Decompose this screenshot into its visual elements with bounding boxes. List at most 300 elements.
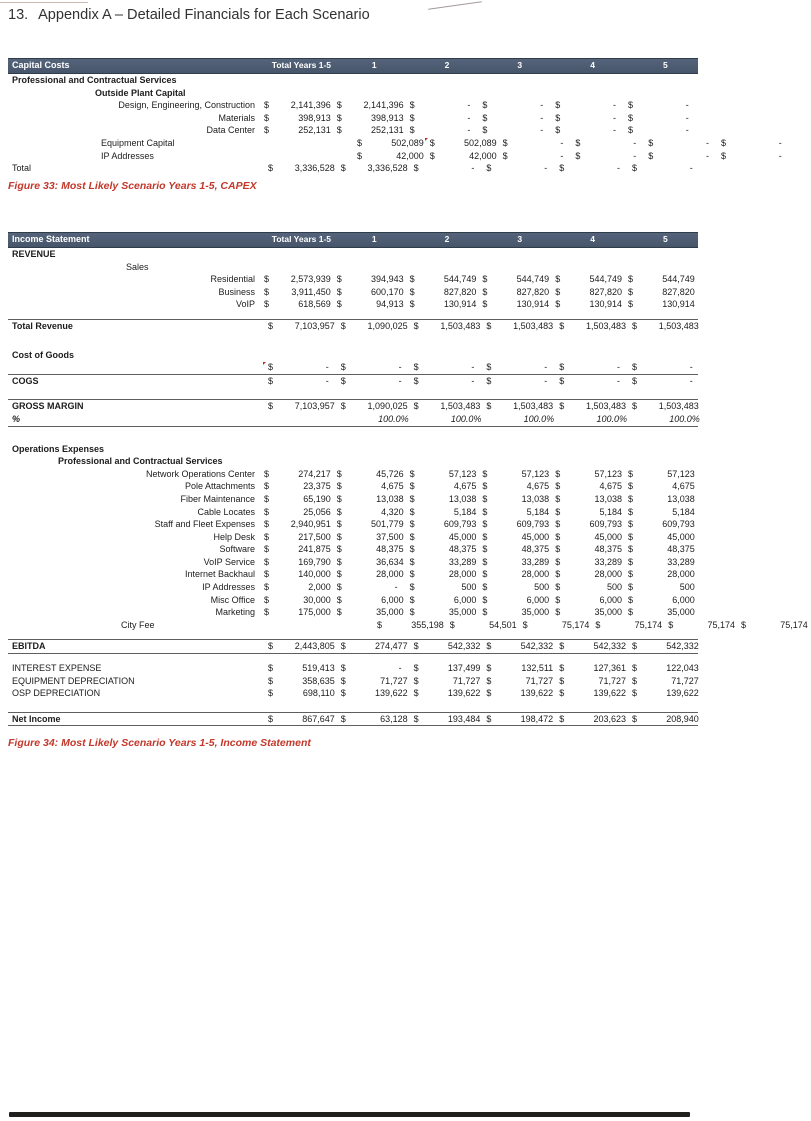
- amount-value: 28,000: [667, 569, 695, 580]
- amount-cell: [334, 581, 407, 594]
- dollar-sign: $: [555, 468, 561, 479]
- amount-cell: [556, 713, 629, 726]
- income-statement-table: [8, 232, 808, 726]
- amount-cell: [479, 606, 552, 619]
- amount-cell: [411, 361, 484, 374]
- figure-33-caption: Figure 33: Most Likely Scenario Years 1-5, CAPEX: [8, 180, 257, 192]
- amount-cell: [334, 286, 407, 299]
- percent-value: 100.0%: [523, 413, 555, 424]
- amount-value: 500: [461, 582, 477, 593]
- amount-cell: [552, 581, 625, 594]
- amount-value: 355,198: [411, 619, 444, 630]
- row-label: Internet Backhaul: [184, 569, 255, 580]
- amount-value: -: [685, 112, 689, 123]
- table-row: [8, 712, 698, 727]
- amount-cell: [407, 543, 480, 556]
- amount-cell: [354, 137, 427, 150]
- dollar-sign: $: [486, 320, 492, 331]
- dollar-sign: $: [631, 362, 637, 373]
- amount-value: 139,622: [375, 688, 408, 699]
- dollar-sign: $: [336, 506, 342, 517]
- row-label: Total: [12, 163, 32, 174]
- amount-value: 33,289: [594, 556, 622, 567]
- dollar-sign: $: [264, 531, 270, 542]
- amount-value: 13,038: [448, 493, 477, 504]
- figure-34-caption: Figure 34: Most Likely Scenario Years 1-5, Income Statement: [8, 737, 311, 749]
- amount-cell: [479, 531, 552, 544]
- amount-cell: [261, 531, 334, 544]
- amount-value: 500: [606, 582, 622, 593]
- amount-cell: [334, 543, 407, 556]
- amount-value: 609,793: [589, 519, 622, 530]
- amount-cell: [483, 162, 556, 175]
- amount-value: 7,103,957: [294, 401, 335, 412]
- amount-value: 3,911,450: [291, 286, 331, 297]
- amount-value: 45,000: [521, 531, 550, 542]
- dollar-sign: $: [486, 375, 492, 386]
- amount-cell: [479, 468, 552, 481]
- dollar-sign: $: [429, 137, 435, 148]
- amount-value: 33,289: [448, 556, 477, 567]
- table-row: [8, 361, 698, 374]
- dollar-sign: $: [595, 619, 601, 630]
- amount-cell: [552, 480, 625, 493]
- amount-value: 827,820: [443, 286, 477, 297]
- dollar-sign: $: [555, 125, 561, 136]
- amount-cell: [334, 480, 407, 493]
- amount-value: 2,443,805: [294, 641, 335, 652]
- scan-artifact-line: [0, 2, 88, 3]
- row-label: EQUIPMENT DEPRECIATION: [12, 675, 135, 686]
- table-row: [8, 298, 698, 311]
- amount-cell: [552, 493, 625, 506]
- capex-table: [8, 58, 782, 175]
- dollar-sign: $: [413, 713, 419, 724]
- amount-value: 500: [534, 582, 550, 593]
- dollar-sign: $: [413, 641, 419, 652]
- amount-value: 6,000: [599, 594, 622, 605]
- amount-cell: [407, 568, 480, 581]
- dollar-sign: $: [336, 100, 342, 111]
- dollar-sign: $: [268, 713, 274, 724]
- row-label: IP Addresses: [202, 582, 255, 593]
- dollar-sign: $: [555, 531, 561, 542]
- amount-cell: [265, 687, 338, 700]
- amount-value: 501,779: [371, 519, 404, 530]
- dollar-sign: $: [268, 375, 274, 386]
- amount-cell: [407, 99, 480, 112]
- dollar-sign: $: [409, 112, 415, 123]
- dollar-sign: $: [555, 556, 561, 567]
- dollar-sign: $: [648, 150, 654, 161]
- amount-value: -: [467, 100, 471, 111]
- dollar-sign: $: [264, 125, 270, 136]
- amount-value: 75,174: [561, 619, 590, 630]
- column-header: 1: [371, 60, 377, 70]
- dollar-sign: $: [336, 556, 342, 567]
- amount-cell: [338, 713, 411, 726]
- amount-cell: [479, 273, 552, 286]
- dollar-sign: $: [340, 713, 346, 724]
- table-row: [8, 374, 698, 388]
- amount-cell: [334, 468, 407, 481]
- dollar-sign: $: [340, 641, 346, 652]
- amount-value: 57,123: [521, 468, 550, 479]
- dollar-sign: $: [559, 641, 565, 652]
- amount-value: 5,184: [672, 506, 695, 517]
- row-label: Residential: [210, 274, 255, 285]
- amount-cell: [483, 687, 556, 700]
- amount-value: 6,000: [526, 594, 550, 605]
- row-label: REVENUE: [12, 249, 56, 259]
- amount-cell: [479, 506, 552, 519]
- amount-value: 867,647: [302, 713, 335, 724]
- amount-cell: [718, 150, 791, 163]
- amount-value: 4,675: [453, 481, 477, 492]
- dollar-sign: $: [409, 468, 415, 479]
- amount-cell: [338, 413, 411, 426]
- row-label: IP Addresses: [101, 150, 154, 161]
- table-row: [8, 319, 698, 333]
- amount-value: 1,090,025: [367, 401, 408, 412]
- amount-cell: [625, 99, 698, 112]
- dollar-sign: $: [409, 286, 415, 297]
- dollar-sign: $: [668, 619, 674, 630]
- amount-value: 519,413: [302, 663, 335, 674]
- dollar-sign: $: [555, 100, 561, 111]
- dollar-sign: $: [264, 468, 270, 479]
- amount-value: 502,089: [464, 137, 497, 148]
- dollar-sign: $: [627, 582, 633, 593]
- amount-value: 252,131: [371, 125, 404, 136]
- amount-value: 48,375: [448, 544, 477, 555]
- amount-cell: [629, 713, 702, 726]
- amount-cell: [407, 112, 480, 125]
- dollar-sign: $: [449, 619, 455, 630]
- amount-cell: [338, 320, 411, 333]
- amount-cell: [261, 518, 334, 531]
- amount-value: 609,793: [662, 519, 695, 530]
- amount-value: 28,000: [521, 569, 550, 580]
- dollar-sign: $: [482, 544, 488, 555]
- amount-cell: [261, 594, 334, 607]
- amount-cell: [261, 112, 334, 125]
- amount-cell: [479, 556, 552, 569]
- dollar-sign: $: [268, 641, 274, 652]
- table-row: [8, 443, 698, 456]
- amount-value: 274,477: [375, 641, 408, 652]
- dollar-sign: $: [264, 286, 270, 297]
- dollar-sign: $: [482, 481, 488, 492]
- dollar-sign: $: [264, 582, 270, 593]
- amount-value: 33,289: [667, 556, 695, 567]
- amount-value: 37,500: [376, 531, 404, 542]
- dollar-sign: $: [555, 569, 561, 580]
- amount-cell: [479, 518, 552, 531]
- amount-cell: [334, 298, 407, 311]
- amount-value: 45,000: [594, 531, 622, 542]
- table-row: [8, 399, 698, 413]
- amount-value: -: [689, 375, 693, 386]
- amount-value: 94,913: [376, 299, 404, 310]
- dollar-sign: $: [502, 150, 508, 161]
- table-row: [8, 74, 698, 87]
- amount-cell: [427, 150, 500, 163]
- dollar-sign: $: [264, 274, 270, 285]
- table-row: [8, 506, 698, 519]
- amount-value: 13,038: [376, 493, 404, 504]
- amount-cell: [411, 162, 484, 175]
- dollar-sign: $: [631, 163, 637, 174]
- amount-value: 1,503,483: [440, 320, 481, 331]
- amount-cell: [411, 320, 484, 333]
- amount-value: 358,635: [302, 675, 335, 686]
- amount-value: 2,940,951: [290, 519, 331, 530]
- dollar-sign: $: [482, 594, 488, 605]
- dollar-sign: $: [720, 150, 726, 161]
- amount-cell: [479, 99, 552, 112]
- dollar-sign: $: [336, 481, 342, 492]
- amount-value: 35,000: [448, 607, 477, 618]
- table-row: [8, 455, 698, 468]
- amount-value: 1,503,483: [585, 401, 626, 412]
- row-label: Pole Attachments: [184, 481, 255, 492]
- amount-cell: [552, 286, 625, 299]
- table-row: [8, 594, 698, 607]
- amount-cell: [261, 543, 334, 556]
- dollar-sign: $: [486, 163, 492, 174]
- amount-cell: [338, 662, 411, 675]
- amount-cell: [374, 619, 447, 632]
- dollar-sign: $: [559, 320, 565, 331]
- row-label: Professional and Contractual Services: [58, 456, 223, 467]
- amount-cell: [625, 480, 698, 493]
- amount-cell: [411, 713, 484, 726]
- dollar-sign: $: [627, 506, 633, 517]
- dollar-sign: $: [627, 569, 633, 580]
- dollar-sign: $: [559, 375, 565, 386]
- dollar-sign: $: [336, 582, 342, 593]
- column-header: 4: [590, 60, 595, 70]
- amount-cell: [483, 400, 556, 413]
- amount-value: 130,914: [662, 299, 695, 310]
- column-header: Total Years 1-5: [271, 234, 331, 244]
- dollar-sign: $: [264, 481, 270, 492]
- row-label: Staff and Fleet Expenses: [154, 519, 255, 530]
- dollar-sign: $: [482, 274, 488, 285]
- dollar-sign: $: [631, 320, 637, 331]
- amount-cell: [625, 556, 698, 569]
- dollar-sign: $: [486, 641, 492, 652]
- dollar-sign: $: [631, 401, 637, 412]
- amount-cell: [479, 480, 552, 493]
- dollar-sign: $: [340, 375, 346, 386]
- amount-value: 36,634: [376, 556, 404, 567]
- dollar-sign: $: [555, 506, 561, 517]
- amount-cell: [552, 568, 625, 581]
- comment-mark-icon: [425, 138, 428, 141]
- amount-cell: [407, 273, 480, 286]
- dollar-sign: $: [486, 362, 492, 373]
- amount-value: -: [394, 582, 398, 593]
- dollar-sign: $: [648, 137, 654, 148]
- amount-cell: [556, 687, 629, 700]
- row-label: EBITDA: [12, 641, 46, 652]
- dollar-sign: $: [482, 468, 488, 479]
- column-header: 3: [517, 60, 523, 70]
- dollar-sign: $: [336, 125, 342, 136]
- amount-value: 13,038: [594, 493, 622, 504]
- dollar-sign: $: [559, 663, 565, 674]
- amount-cell: [261, 298, 334, 311]
- amount-value: -: [471, 375, 475, 386]
- table-row: [8, 662, 698, 675]
- amount-cell: [556, 675, 629, 688]
- amount-value: -: [544, 375, 548, 386]
- spacer-row: [8, 631, 698, 639]
- amount-cell: [261, 556, 334, 569]
- column-header: 2: [444, 60, 450, 70]
- amount-value: 139,622: [520, 688, 554, 699]
- dollar-sign: $: [264, 607, 270, 618]
- amount-cell: [479, 298, 552, 311]
- row-label: COGS: [12, 375, 39, 386]
- dollar-sign: $: [627, 274, 633, 285]
- row-label: OSP DEPRECIATION: [12, 688, 101, 699]
- dollar-sign: $: [336, 607, 342, 618]
- amount-value: 28,000: [594, 569, 622, 580]
- amount-cell: [407, 124, 480, 137]
- table-row: [8, 639, 698, 654]
- amount-value: 502,089: [391, 137, 424, 148]
- amount-cell: [261, 99, 334, 112]
- row-label: INTEREST EXPENSE: [12, 663, 102, 674]
- amount-value: 544,749: [443, 274, 477, 285]
- table-row: [8, 99, 698, 112]
- amount-cell: [407, 556, 480, 569]
- amount-value: 139,622: [666, 688, 699, 699]
- amount-value: -: [705, 137, 709, 148]
- dollar-sign: $: [413, 401, 419, 412]
- amount-value: 1,503,483: [658, 320, 699, 331]
- dollar-sign: $: [631, 663, 637, 674]
- amount-cell: [479, 124, 552, 137]
- amount-value: -: [540, 112, 544, 123]
- table-title: Capital Costs: [12, 60, 70, 70]
- amount-value: -: [689, 362, 693, 373]
- amount-value: 137,499: [447, 663, 481, 674]
- dollar-sign: $: [486, 713, 492, 724]
- dollar-sign: $: [340, 163, 346, 174]
- amount-value: -: [616, 362, 620, 373]
- amount-cell: [629, 361, 702, 374]
- dollar-sign: $: [268, 663, 274, 674]
- amount-cell: [261, 568, 334, 581]
- amount-value: 208,940: [666, 713, 699, 724]
- dollar-sign: $: [409, 506, 415, 517]
- row-label: GROSS MARGIN: [12, 401, 84, 412]
- amount-value: -: [612, 125, 616, 136]
- dollar-sign: $: [336, 286, 342, 297]
- dollar-sign: $: [627, 594, 633, 605]
- amount-cell: [625, 286, 698, 299]
- amount-cell: [261, 273, 334, 286]
- amount-value: 6,000: [453, 594, 477, 605]
- amount-value: 274,217: [298, 468, 331, 479]
- dollar-sign: $: [559, 362, 565, 373]
- amount-cell: [552, 124, 625, 137]
- amount-value: 6,000: [672, 594, 695, 605]
- dollar-sign: $: [413, 688, 419, 699]
- dollar-sign: $: [409, 274, 415, 285]
- amount-value: 544,749: [662, 274, 695, 285]
- amount-value: 71,727: [380, 675, 408, 686]
- amount-value: 500: [679, 582, 695, 593]
- dollar-sign: $: [409, 519, 415, 530]
- amount-cell: [483, 320, 556, 333]
- table-row: [8, 150, 782, 163]
- row-label: Professional and Contractual Services: [12, 75, 177, 85]
- row-label: City Fee: [121, 619, 155, 630]
- amount-value: 394,943: [371, 274, 404, 285]
- table-row: [8, 518, 698, 531]
- dollar-sign: $: [555, 493, 561, 504]
- dollar-sign: $: [482, 531, 488, 542]
- amount-cell: [483, 675, 556, 688]
- amount-cell: [261, 468, 334, 481]
- amount-value: 28,000: [448, 569, 477, 580]
- dollar-sign: $: [627, 112, 633, 123]
- amount-cell: [645, 137, 718, 150]
- amount-value: 1,503,483: [513, 401, 554, 412]
- amount-value: -: [705, 150, 709, 161]
- amount-value: 7,103,957: [294, 320, 335, 331]
- amount-cell: [338, 361, 411, 374]
- amount-cell: [334, 594, 407, 607]
- amount-value: 3,336,528: [294, 163, 335, 174]
- row-label: Total Revenue: [12, 320, 73, 331]
- row-label: Help Desk: [213, 531, 255, 542]
- percent-value: 100.0%: [378, 413, 409, 424]
- amount-value: -: [471, 163, 475, 174]
- table-title: Income Statement: [12, 234, 90, 244]
- dollar-sign: $: [482, 125, 488, 136]
- table-row: [8, 675, 698, 688]
- amount-cell: [334, 493, 407, 506]
- amount-cell: [334, 99, 407, 112]
- dollar-sign: $: [357, 150, 363, 161]
- amount-value: 4,675: [672, 481, 695, 492]
- dollar-sign: $: [268, 675, 274, 686]
- table-row: [8, 87, 698, 100]
- amount-value: 6,000: [381, 594, 404, 605]
- amount-cell: [718, 137, 791, 150]
- dollar-sign: $: [340, 663, 346, 674]
- amount-value: 4,675: [381, 481, 404, 492]
- amount-cell: [556, 375, 629, 388]
- amount-cell: [479, 581, 552, 594]
- amount-value: -: [612, 100, 616, 111]
- dollar-sign: $: [555, 582, 561, 593]
- amount-cell: [411, 675, 484, 688]
- amount-cell: [407, 581, 480, 594]
- amount-cell: [265, 162, 338, 175]
- amount-value: -: [467, 125, 471, 136]
- amount-value: 1,503,483: [440, 401, 481, 412]
- comment-mark-icon: [263, 362, 266, 365]
- amount-cell: [479, 543, 552, 556]
- amount-cell: [483, 713, 556, 726]
